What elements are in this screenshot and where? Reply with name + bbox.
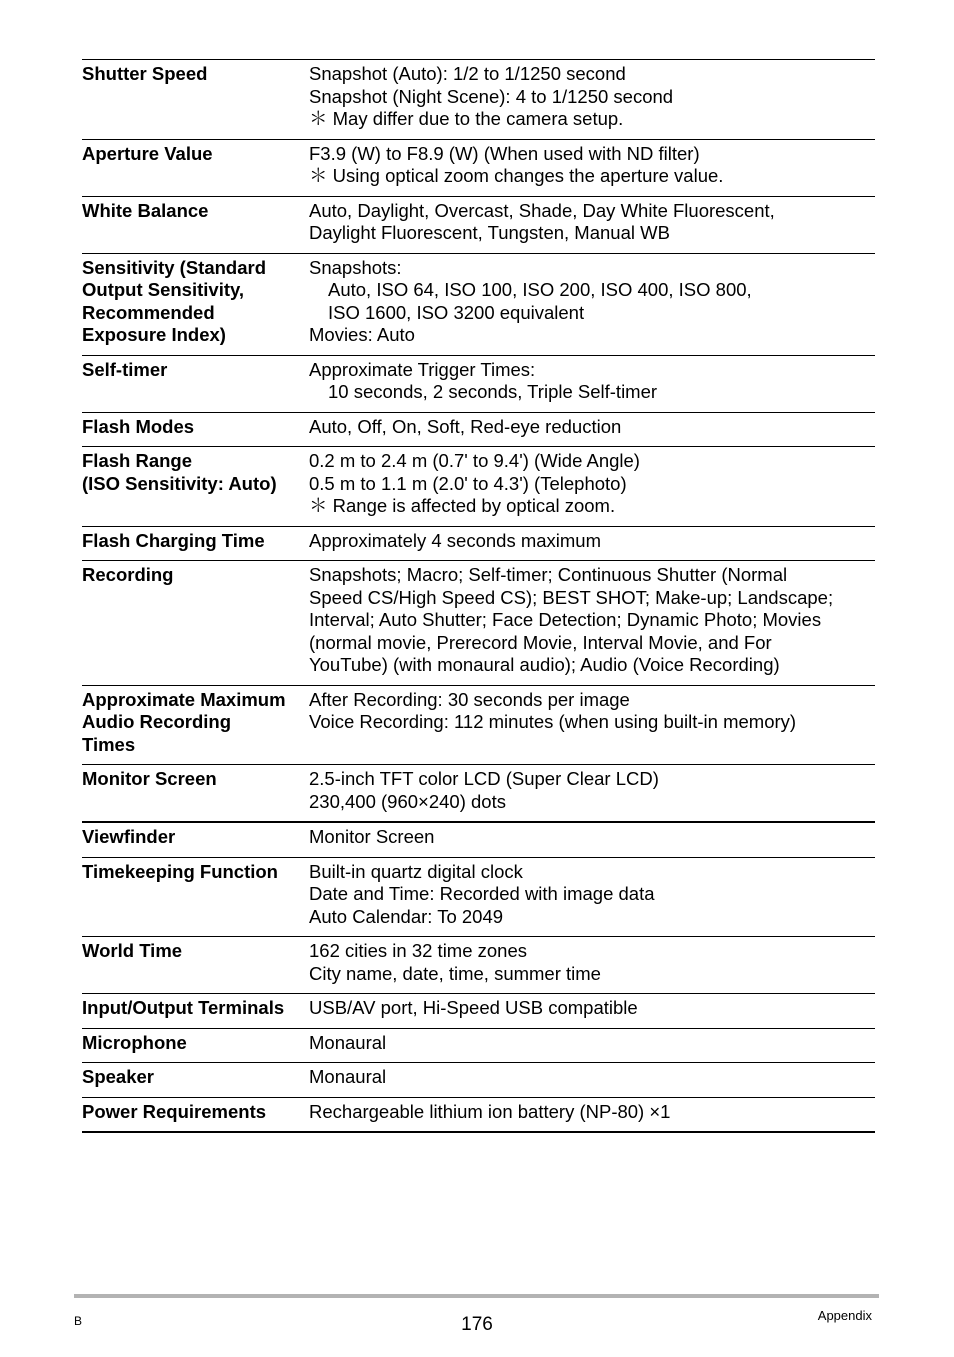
spec-value-line: Speed CS/High Speed CS); BEST SHOT; Make-up; Landscape; [309, 586, 834, 608]
spec-label-line: Viewfinder [82, 826, 176, 847]
spec-row [82, 1063, 875, 1098]
spec-label-line: (ISO Sensitivity: Auto) [82, 472, 277, 494]
spec-label [82, 1101, 309, 1124]
spec-label-line: Flash Charging Time [82, 529, 265, 551]
spec-label-line: Approximate Maximum [82, 688, 286, 710]
spec-row [82, 356, 875, 413]
spec-value-line: ISO 1600, ISO 3200 equivalent [328, 301, 585, 323]
spec-row [82, 858, 875, 938]
spec-label-line: World Time [82, 940, 183, 961]
spec-row [82, 254, 875, 356]
spec-label-line: Timekeeping Function [82, 860, 278, 882]
spec-value-line: 0.2 m to 2.4 m (0.7' to 9.4') (Wide Angle) [309, 450, 640, 471]
spec-label-line: Sensitivity (Standard [82, 256, 267, 278]
spec-label-line: Flash Range [82, 450, 192, 471]
spec-value [309, 416, 875, 439]
spec-value [309, 359, 875, 404]
spec-label [82, 257, 309, 347]
spec-value-line: Date and Time: Recorded with image data [309, 883, 655, 904]
spec-value-line: Snapshots: [309, 256, 402, 278]
spec-value-line: Rechargeable lithium ion battery (NP-80) ×1 [309, 1100, 671, 1122]
spec-value-line: Interval; Auto Shutter; Face Detection; Dynamic Photo; Movies [309, 609, 822, 630]
spec-label-line: Self-timer [82, 358, 168, 380]
spec-row [82, 1098, 875, 1134]
spec-value-line: Movies: Auto [309, 324, 415, 345]
spec-label [82, 200, 309, 245]
spec-label-line: Speaker [82, 1066, 154, 1087]
spec-row [82, 937, 875, 994]
spec-value [309, 1032, 875, 1055]
page-number: 176 [461, 1314, 493, 1335]
spec-value-line: Monitor Screen [309, 826, 435, 847]
spec-label-line: Input/Output Terminals [82, 997, 285, 1018]
spec-value [309, 1101, 875, 1124]
spec-value-line: 230,400 (960×240) dots [309, 790, 506, 812]
spec-value [309, 689, 875, 757]
spec-value-line: YouTube) (with monaural audio); Audio (Voice Recording) [309, 654, 780, 675]
spec-label [82, 530, 309, 553]
spec-value-line: After Recording: 30 seconds per image [309, 688, 630, 710]
spec-label [82, 689, 309, 757]
spec-row [82, 823, 875, 858]
spec-value-line: 0.5 m to 1.1 m (2.0' to 4.3') (Telephoto) [309, 472, 627, 494]
spec-label-line: Exposure Index) [82, 324, 226, 345]
spec-value [309, 450, 875, 518]
spec-value-line: Snapshot (Auto): 1/2 to 1/1250 second [309, 63, 626, 84]
spec-label-line: Recommended [82, 301, 215, 323]
spec-label-line: Power Requirements [82, 1100, 267, 1122]
spec-value [309, 768, 875, 813]
spec-label-line: Aperture Value [82, 142, 213, 164]
spec-row [82, 686, 875, 766]
spec-value-line: F3.9 (W) to F8.9 (W) (When used with ND filter) [309, 142, 700, 164]
spec-value-line: ＊ May differ due to the camera setup. [309, 108, 624, 129]
spec-label [82, 359, 309, 404]
spec-row [82, 413, 875, 448]
spec-value-line: City name, date, time, summer time [309, 962, 601, 984]
spec-value [309, 940, 875, 985]
spec-label-line: Output Sensitivity, [82, 279, 245, 300]
spec-value-line: Voice Recording: 112 minutes (when using built-in memory) [309, 711, 797, 732]
spec-value-line: Approximately 4 seconds maximum [309, 529, 601, 551]
spec-value-line: 10 seconds, 2 seconds, Triple Self-timer [328, 381, 658, 402]
spec-label-line: White Balance [82, 199, 209, 221]
spec-row [82, 527, 875, 562]
spec-row [82, 140, 875, 197]
footer-rule [74, 1294, 879, 1298]
spec-table [82, 59, 875, 1133]
spec-label [82, 861, 309, 929]
spec-value-line: Snapshot (Night Scene): 4 to 1/1250 second [309, 85, 674, 107]
spec-value [309, 1066, 875, 1089]
spec-value-line: Snapshots; Macro; Self-timer; Continuous Shutter (Normal [309, 564, 788, 585]
spec-value-line: 2.5-inch TFT color LCD (Super Clear LCD) [309, 768, 659, 789]
spec-row [82, 561, 875, 686]
spec-row [82, 994, 875, 1029]
spec-label [82, 143, 309, 188]
spec-label [82, 997, 309, 1020]
spec-value-line: Approximate Trigger Times: [309, 358, 536, 380]
spec-value-line: Built-in quartz digital clock [309, 860, 523, 882]
spec-value-line: (normal movie, Prerecord Movie, Interval Movie, and For [309, 631, 772, 653]
spec-row [82, 197, 875, 254]
footer-section: Appendix [817, 1308, 872, 1323]
spec-value [309, 530, 875, 553]
spec-value-line: Monaural [309, 1031, 387, 1053]
spec-value [309, 257, 875, 347]
spec-row [82, 1029, 875, 1064]
spec-value-line: Auto, ISO 64, ISO 100, ISO 200, ISO 400, ISO 800, [328, 279, 752, 300]
spec-label [82, 1032, 309, 1055]
spec-label-line: Times [82, 733, 136, 755]
spec-value-line: ＊ Using optical zoom changes the aperture value. [309, 165, 724, 186]
spec-value-line: Auto Calendar: To 2049 [309, 905, 504, 927]
spec-label-line: Monitor Screen [82, 768, 217, 789]
footer-left-mark: B [74, 1314, 83, 1328]
spec-label [82, 63, 309, 131]
spec-value-line: Monaural [309, 1066, 387, 1087]
spec-value-line: Auto, Daylight, Overcast, Shade, Day White Fluorescent, [309, 199, 775, 221]
spec-label-line: Audio Recording [82, 711, 232, 732]
spec-value-line: ＊ Range is affected by optical zoom. [309, 495, 616, 516]
spec-value [309, 143, 875, 188]
spec-row [82, 447, 875, 527]
spec-label-line: Shutter Speed [82, 63, 208, 84]
spec-label [82, 1066, 309, 1089]
spec-value-line: 162 cities in 32 time zones [309, 940, 528, 961]
spec-value [309, 63, 875, 131]
spec-value [309, 826, 875, 849]
spec-label [82, 940, 309, 985]
spec-value [309, 861, 875, 929]
spec-value-line: Daylight Fluorescent, Tungsten, Manual WB [309, 222, 670, 243]
spec-value [309, 200, 875, 245]
spec-label-line: Flash Modes [82, 415, 195, 437]
spec-row [82, 60, 875, 140]
spec-label [82, 564, 309, 677]
spec-value [309, 997, 875, 1020]
spec-label [82, 768, 309, 813]
spec-label [82, 416, 309, 439]
spec-value-line: USB/AV port, Hi-Speed USB compatible [309, 997, 638, 1018]
spec-label [82, 826, 309, 849]
spec-label-line: Microphone [82, 1031, 187, 1053]
spec-value-line: Auto, Off, On, Soft, Red-eye reduction [309, 415, 622, 437]
spec-value [309, 564, 875, 677]
spec-row [82, 765, 875, 823]
spec-label [82, 450, 309, 518]
spec-label-line: Recording [82, 564, 174, 585]
